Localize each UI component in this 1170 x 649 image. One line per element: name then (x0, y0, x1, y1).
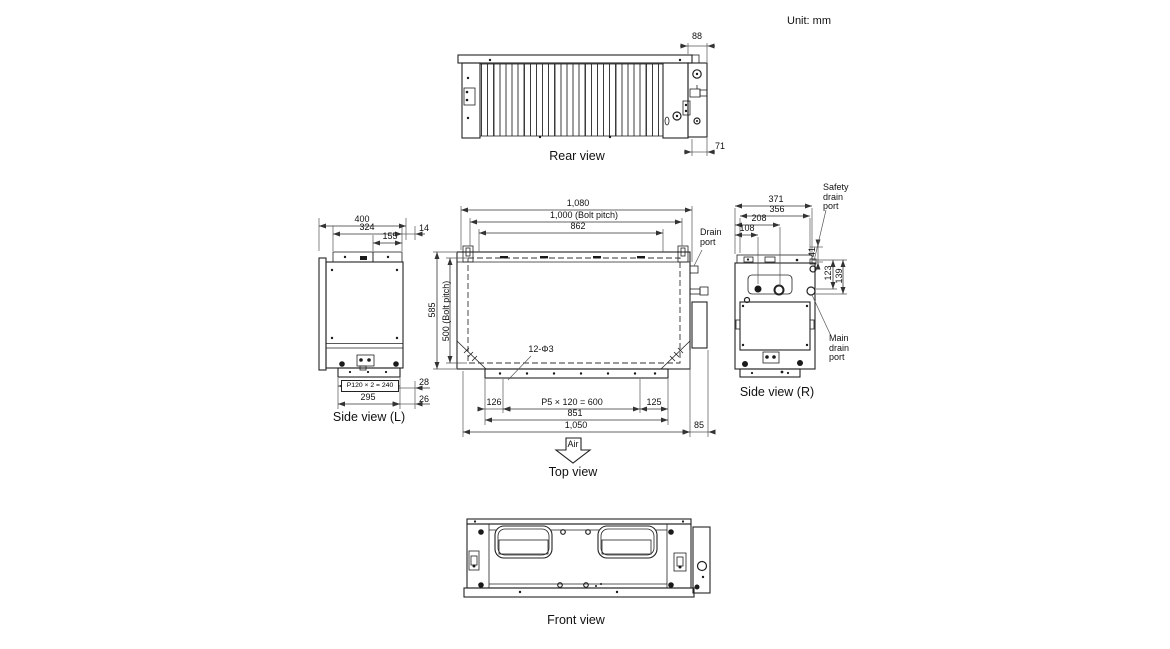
dim-1080: 1,080 (566, 198, 590, 208)
dim-123: 123 (823, 265, 833, 281)
front-view-drawing (464, 519, 710, 597)
dim-371: 371 (768, 194, 784, 204)
unit-note: Unit: mm (787, 15, 831, 27)
dim-41: 41 (807, 246, 817, 258)
dim-208: 208 (751, 213, 767, 223)
dim-400: 400 (354, 214, 370, 224)
dim-p5-pitch: P5 × 120 = 600 (541, 397, 603, 407)
rear-view-drawing (458, 43, 715, 156)
main-drain-port-label: Main drain port (829, 333, 850, 362)
dim-500-bolt-pitch: 500 (Bolt pitch) (441, 280, 451, 342)
air-label: Air (567, 439, 579, 449)
drain-port-label: Drain port (700, 227, 722, 247)
view-label-top: Top view (548, 465, 598, 479)
dim-14: 14 (418, 223, 430, 233)
view-label-front: Front view (547, 613, 605, 627)
holes-callout: 12-Φ3 (528, 344, 554, 354)
dim-71: 71 (714, 141, 726, 151)
dim-28: 28 (418, 377, 430, 387)
view-label-side-r: Side view (R) (739, 385, 815, 399)
dim-295: 295 (360, 392, 376, 402)
dim-85: 85 (693, 420, 705, 430)
dim-125: 125 (646, 397, 662, 407)
dim-862: 862 (570, 221, 586, 231)
dim-88: 88 (691, 31, 703, 41)
safety-drain-port-label: Safety drain port (823, 182, 849, 211)
dim-26: 26 (418, 394, 430, 404)
dim-108: 108 (739, 223, 755, 233)
dim-324: 324 (359, 222, 375, 232)
dim-1050: 1,050 (564, 420, 588, 430)
view-label-rear: Rear view (549, 149, 605, 163)
dim-851: 851 (567, 408, 583, 418)
dim-p120-pitch: P120 × 2 = 240 (341, 380, 399, 392)
view-label-side-l: Side view (L) (332, 410, 406, 424)
dim-585: 585 (427, 302, 437, 318)
dim-155: 155 (382, 231, 398, 241)
dim-1000-bolt-pitch: 1,000 (Bolt pitch) (549, 210, 619, 220)
dim-139: 139 (834, 268, 844, 284)
dim-356: 356 (769, 204, 785, 214)
dim-126: 126 (486, 397, 502, 407)
